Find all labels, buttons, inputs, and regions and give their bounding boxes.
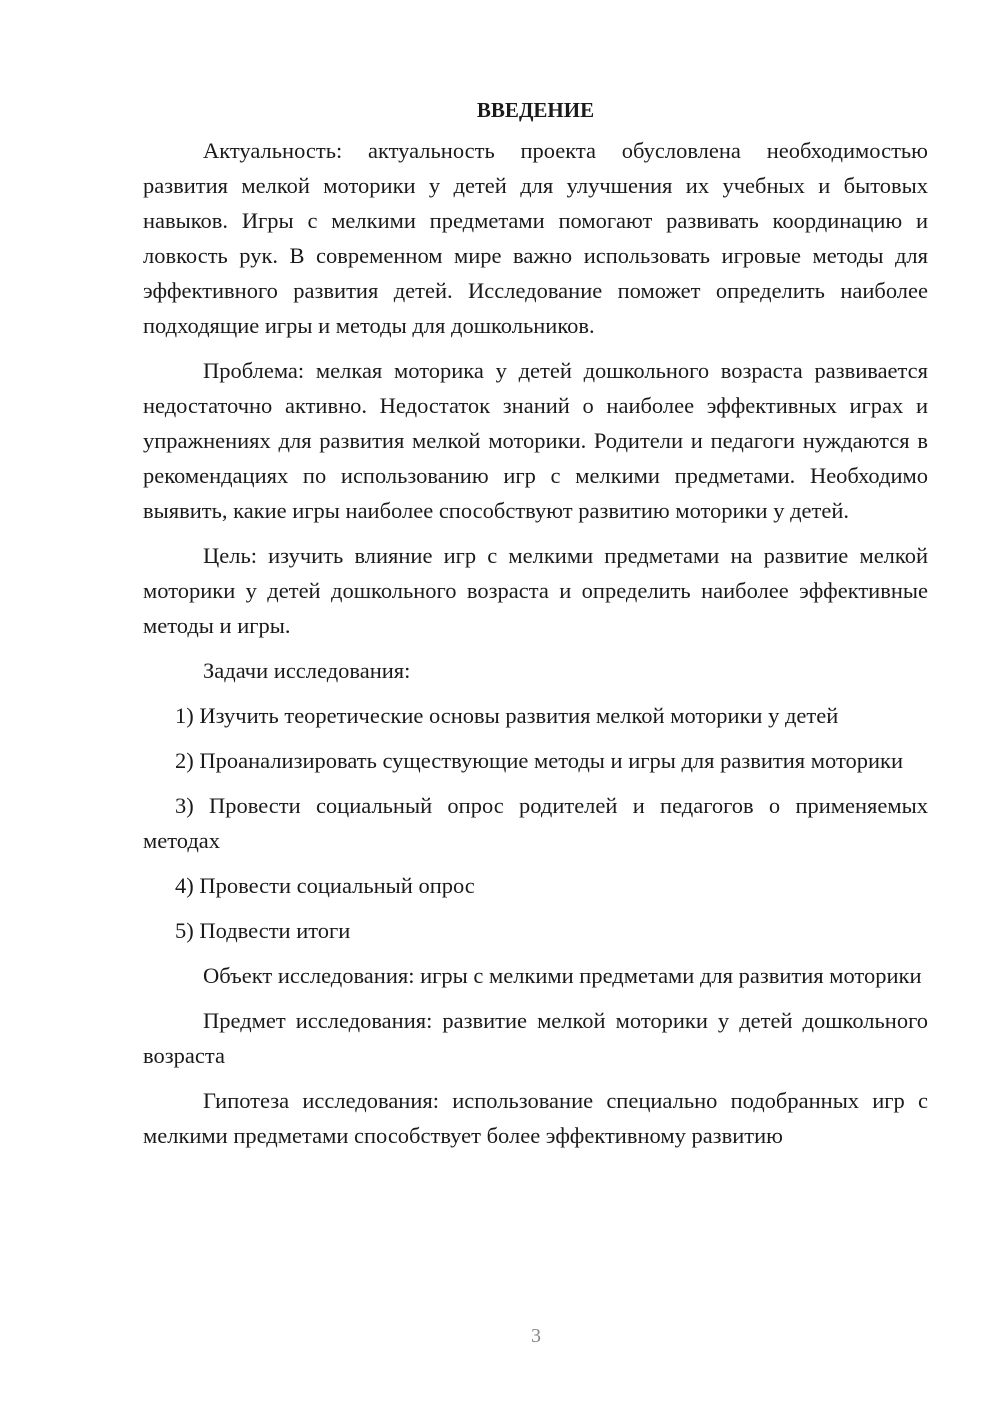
relevance-paragraph: Актуальность: актуальность проекта обусловлена необходимостью развития мелкой моторики у детей для улучшения их учебных и бытовых навыков. Игры с мелкими предметами помогают развивать координацию и ловкость рук. В современном мире важно использовать игровые методы для эффективного развития детей. Исследование поможет определить наиболее подходящие игры и методы для дошкольников. [143, 138, 928, 338]
page-number: 3 [531, 1325, 541, 1347]
tasks-heading: Задачи исследования: [203, 658, 411, 683]
task-item-3: 3) Провести социальный опрос родителей и педагогов о применяемых методах [143, 793, 928, 853]
page-content [143, 93, 928, 1153]
object-paragraph: Объект исследования: игры с мелкими предметами для развития моторики [203, 963, 922, 988]
task-item-1: 1) Изучить теоретические основы развития мелкой моторики у детей [175, 703, 839, 728]
task-item-5: 5) Подвести итоги [175, 918, 351, 943]
task-item-2: 2) Проанализировать существующие методы и игры для развития моторики [175, 748, 904, 773]
goal-paragraph: Цель: изучить влияние игр с мелкими предметами на развитие мелкой моторики у детей дошкольного возраста и определить наиболее эффективные методы и игры. [143, 543, 928, 638]
section-title: ВВЕДЕНИЕ [476, 98, 595, 122]
hypothesis-paragraph: Гипотеза исследования: использование специально подобранных игр с мелкими предметами способствует более эффективному развитию [143, 1088, 928, 1148]
subject-paragraph: Предмет исследования: развитие мелкой моторики у детей дошкольного возраста [143, 1008, 928, 1068]
problem-paragraph: Проблема: мелкая моторика у детей дошкольного возраста развивается недостаточно активно. Недостаток знаний о наиболее эффективных играх и упражнениях для развития мелкой моторики. Родители и педагоги нуждаются в рекомендациях по использованию игр с мелкими предметами. Необходимо выявить, какие игры наиболее способствуют развитию моторики у детей. [143, 358, 928, 523]
task-item-4: 4) Провести социальный опрос [175, 873, 475, 898]
